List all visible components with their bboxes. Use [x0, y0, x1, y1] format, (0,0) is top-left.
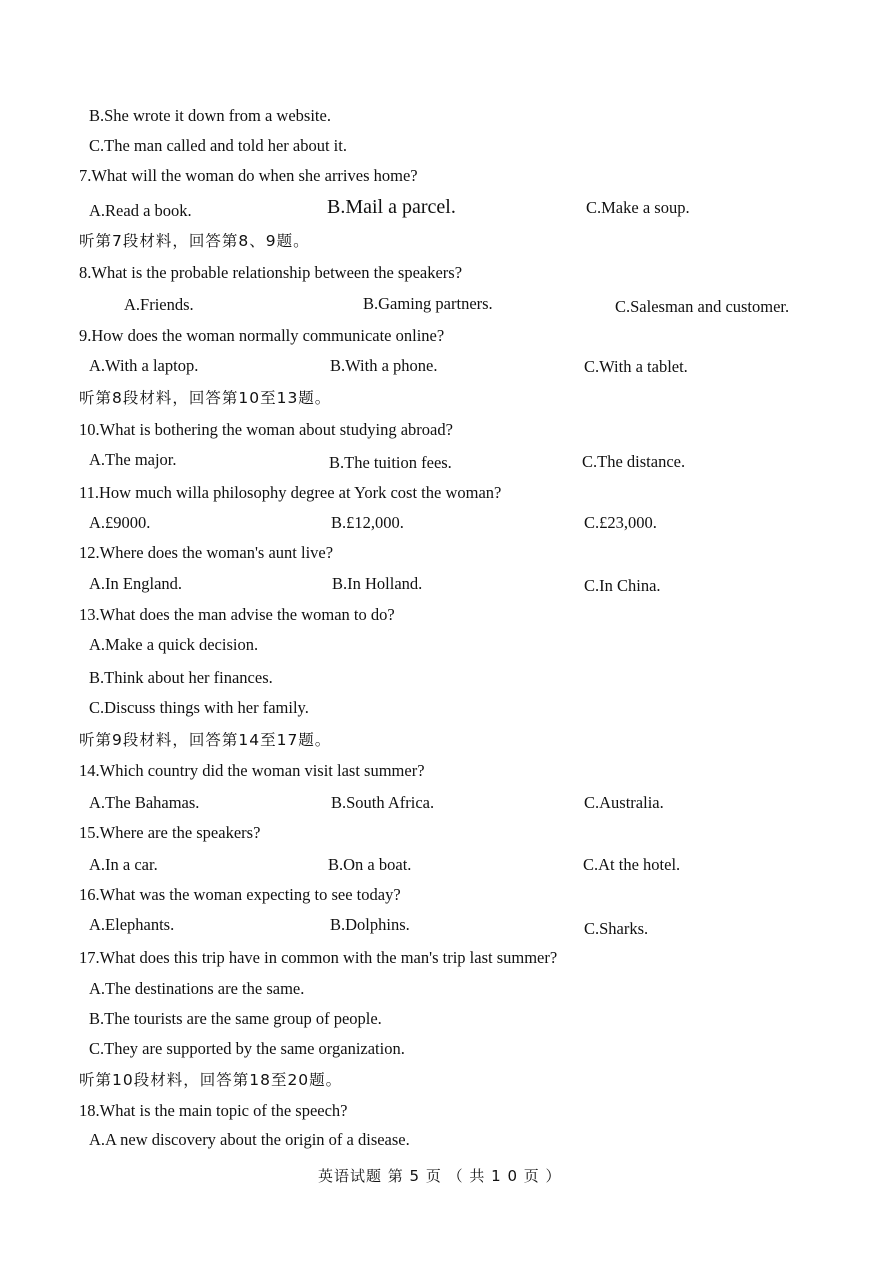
- q14-option-a: A.The Bahamas.: [89, 793, 200, 812]
- q16-option-a: A.Elephants.: [89, 915, 175, 934]
- q17-option-c: C.They are supported by the same organization.: [89, 1039, 405, 1058]
- q12-option-c: C.In China.: [584, 576, 661, 595]
- q13-option-a: A.Make a quick decision.: [89, 635, 259, 654]
- section-9-heading: 听第9段材料，回答第14至17题。: [79, 731, 332, 749]
- q8-option-b: B.Gaming partners.: [363, 294, 493, 313]
- q15-option-b: B.On a boat.: [328, 855, 412, 874]
- q15-option-a: A.In a car.: [89, 855, 158, 874]
- q9-stem: 9.How does the woman normally communicate online?: [79, 326, 445, 345]
- q14-option-c: C.Australia.: [584, 793, 664, 812]
- q8-option-a: A.Friends.: [124, 295, 194, 314]
- q8-option-c: C.Salesman and customer.: [615, 297, 790, 316]
- q15-stem: 15.Where are the speakers?: [79, 823, 261, 842]
- q10-option-b: B.The tuition fees.: [329, 453, 452, 472]
- section-7-heading: 听第7段材料，回答第8、9题。: [79, 232, 310, 250]
- q15-option-c: C.At the hotel.: [583, 855, 681, 874]
- q11-stem: 11.How much willa philosophy degree at York cost the woman?: [79, 483, 502, 502]
- q13-stem: 13.What does the man advise the woman to do?: [79, 605, 395, 624]
- q7-option-a: A.Read a book.: [89, 201, 192, 220]
- q13-option-b: B.Think about her finances.: [89, 668, 273, 687]
- q11-option-c: C.£23,000.: [584, 513, 657, 532]
- q16-option-b: B.Dolphins.: [330, 915, 410, 934]
- q9-option-b: B.With a phone.: [330, 356, 438, 375]
- q16-option-c: C.Sharks.: [584, 919, 649, 938]
- q6-option-c: C.The man called and told her about it.: [89, 136, 347, 155]
- q13-option-c: C.Discuss things with her family.: [89, 698, 309, 717]
- q7-option-c: C.Make a soup.: [586, 198, 690, 217]
- q7-option-b: B.Mail a parcel.: [327, 196, 456, 218]
- q10-option-a: A.The major.: [89, 450, 177, 469]
- q17-option-b: B.The tourists are the same group of people.: [89, 1009, 382, 1028]
- q11-option-b: B.£12,000.: [331, 513, 404, 532]
- q14-stem: 14.Which country did the woman visit last summer?: [79, 761, 425, 780]
- q9-option-c: C.With a tablet.: [584, 357, 688, 376]
- q10-stem: 10.What is bothering the woman about studying abroad?: [79, 420, 453, 439]
- q6-option-b: B.She wrote it down from a website.: [89, 106, 331, 125]
- q14-option-b: B.South Africa.: [331, 793, 435, 812]
- q17-stem: 17.What does this trip have in common with the man's trip last summer?: [79, 948, 558, 967]
- q12-stem: 12.Where does the woman's aunt live?: [79, 543, 334, 562]
- section-10-heading: 听第10段材料，回答第18至20题。: [79, 1071, 343, 1089]
- q17-option-a: A.The destinations are the same.: [89, 979, 305, 998]
- q11-option-a: A.£9000.: [89, 513, 151, 532]
- section-8-heading: 听第8段材料，回答第10至13题。: [79, 389, 332, 407]
- q8-stem: 8.What is the probable relationship between the speakers?: [79, 263, 463, 282]
- q12-option-b: B.In Holland.: [332, 574, 423, 593]
- q12-option-a: A.In England.: [89, 574, 183, 593]
- q10-option-c: C.The distance.: [582, 452, 686, 471]
- page-footer: 英语试题 第 5 页 （ 共 1 0 页 ）: [318, 1167, 562, 1185]
- q16-stem: 16.What was the woman expecting to see today?: [79, 885, 401, 904]
- q18-stem: 18.What is the main topic of the speech?: [79, 1101, 348, 1120]
- q7-stem: 7.What will the woman do when she arrives home?: [79, 166, 418, 185]
- q18-option-a: A.A new discovery about the origin of a disease.: [89, 1130, 410, 1149]
- q9-option-a: A.With a laptop.: [89, 356, 199, 375]
